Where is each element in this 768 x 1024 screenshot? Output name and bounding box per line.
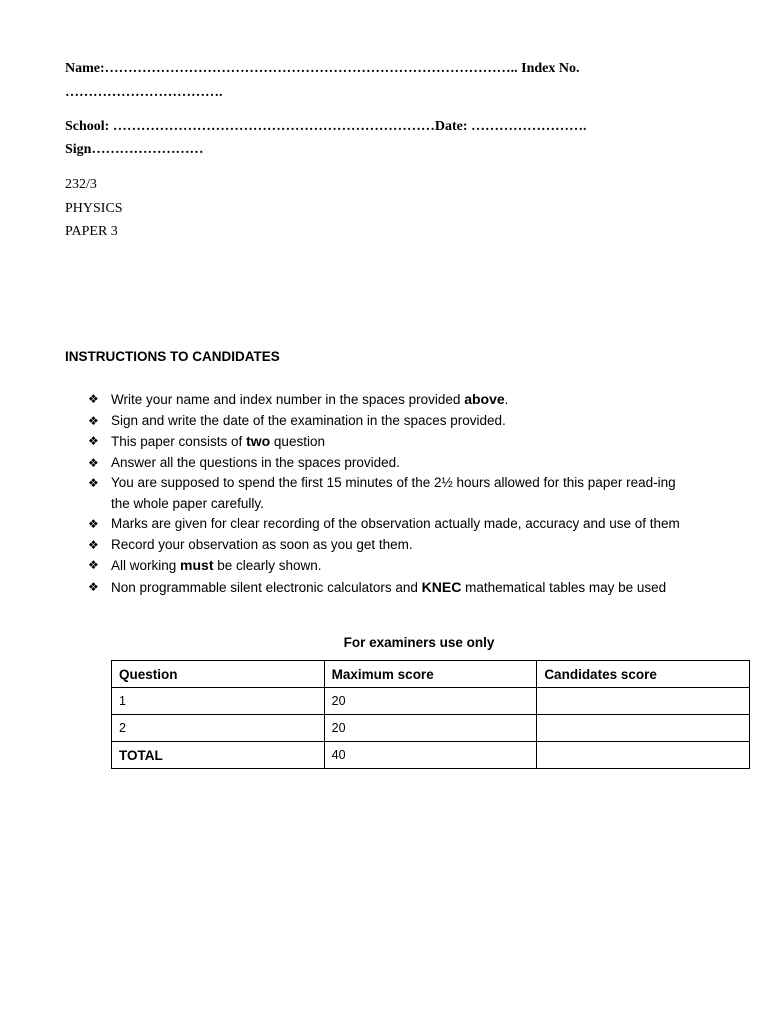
instruction-item [88, 514, 698, 535]
instruction-text: Record your observation as soon as you get them. [111, 536, 413, 552]
diamond-bullet-icon: ❖ [88, 413, 99, 428]
examiners-caption: For examiners use only [343, 635, 495, 650]
question-cell: 2 [112, 715, 325, 742]
paper-number: PAPER 3 [65, 224, 118, 239]
subject-name: PHYSICS [65, 201, 123, 216]
header-candidates-score: Candidates score [537, 661, 750, 688]
instruction-item [88, 577, 698, 599]
instruction-emphasis: must [180, 557, 214, 573]
diamond-bullet-icon: ❖ [88, 476, 99, 490]
header-maximum-score: Maximum score [324, 661, 537, 688]
instruction-emphasis: KNEC [421, 578, 462, 595]
candidates-score-cell[interactable] [537, 688, 750, 715]
instructions-title: INSTRUCTIONS TO CANDIDATES [65, 349, 280, 364]
candidates-score-cell[interactable] [537, 715, 750, 742]
instruction-text: Write your name and index number in the spaces provided [111, 392, 465, 407]
diamond-bullet-icon: ❖ [88, 558, 99, 572]
table-row [112, 715, 750, 742]
instruction-text-end: be clearly shown. [213, 558, 322, 573]
instruction-item [88, 431, 698, 453]
diamond-bullet-icon: ❖ [88, 537, 99, 552]
total-label-cell: TOTAL [112, 742, 325, 769]
instruction-item [88, 411, 698, 432]
instruction-text: Marks are given for clear recording of the observation actually made, accuracy and use of them [111, 516, 680, 531]
instruction-emphasis: two [246, 433, 271, 449]
total-candidates-cell[interactable] [537, 742, 750, 769]
instruction-item [88, 535, 698, 556]
diamond-bullet-icon: ❖ [88, 455, 99, 470]
table-row-total [112, 742, 750, 769]
examiners-score-table [111, 660, 750, 769]
maximum-score-cell: 20 [324, 688, 537, 715]
instruction-text-end: mathematical tables may be used [461, 579, 667, 595]
instruction-item [88, 473, 698, 514]
diamond-bullet-icon: ❖ [88, 517, 99, 531]
paper-code: 232/3 [65, 177, 97, 192]
name-index-line: Name:…………………………………………………………………………….. Index No. [65, 61, 580, 76]
instruction-text: All working [111, 558, 181, 573]
instruction-text: You are supposed to spend the first 15 minutes of the 2½ hours allowed for this paper read-ing the whole paper carefully. [111, 475, 676, 511]
total-maximum-cell: 40 [324, 742, 537, 769]
header-question: Question [112, 661, 325, 688]
instructions-list [88, 389, 698, 598]
school-date-line: School: ……………………………………………………………Date: ……………………. [65, 119, 587, 134]
instruction-text: This paper consists of [111, 434, 247, 449]
instruction-text: Sign and write the date of the examination in the spaces provided. [111, 412, 506, 428]
index-number-line: ……………………………. [65, 85, 223, 100]
diamond-bullet-icon: ❖ [88, 579, 99, 594]
table-row [112, 688, 750, 715]
instruction-item [88, 389, 698, 411]
question-cell: 1 [112, 688, 325, 715]
maximum-score-cell: 20 [324, 715, 537, 742]
sign-line: Sign…………………… [65, 142, 204, 157]
instruction-text: Answer all the questions in the spaces provided. [111, 454, 400, 470]
instruction-text-end: question [270, 434, 325, 449]
instruction-text-end: . [504, 392, 509, 407]
table-header-row [112, 661, 750, 688]
diamond-bullet-icon: ❖ [88, 392, 99, 406]
instruction-text: Non programmable silent electronic calculators and [111, 579, 422, 595]
instruction-emphasis: above [464, 391, 505, 407]
diamond-bullet-icon: ❖ [88, 434, 99, 448]
instruction-item [88, 453, 698, 474]
instruction-item [88, 555, 698, 577]
